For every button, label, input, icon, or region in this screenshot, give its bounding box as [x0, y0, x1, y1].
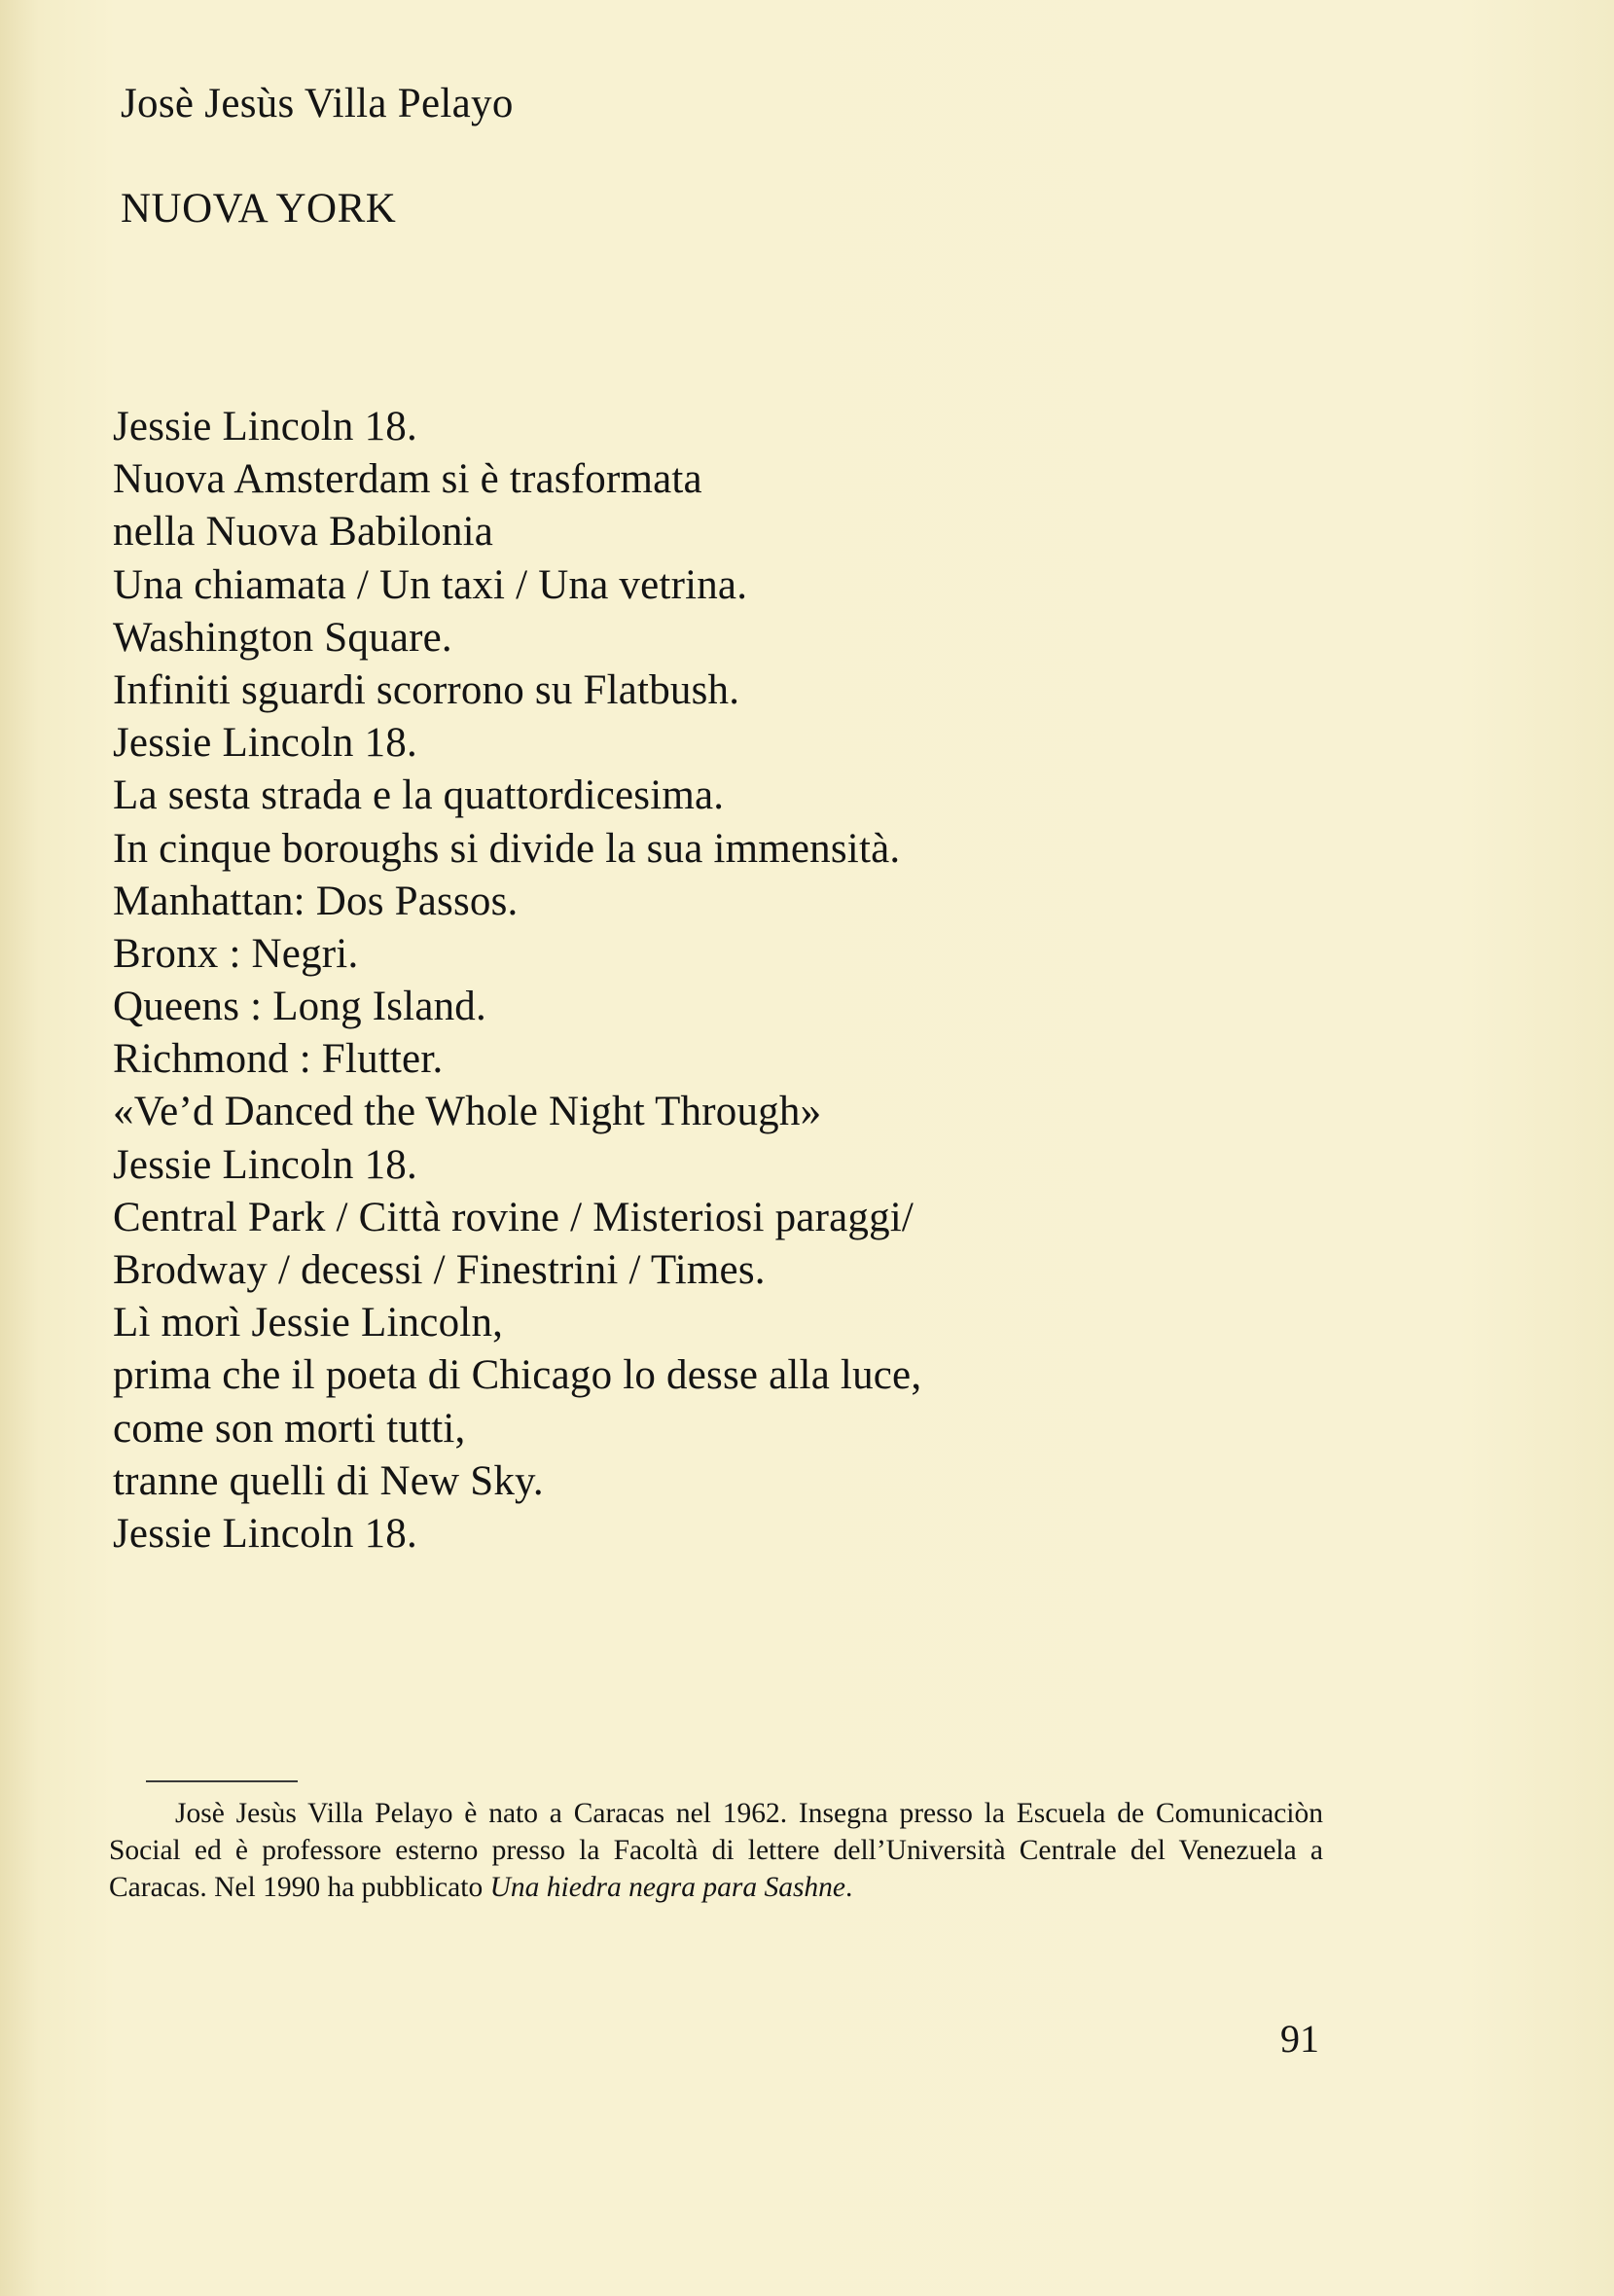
poem-line: Lì morì Jessie Lincoln,	[113, 1300, 504, 1346]
poem-line: Infiniti sguardi scorrono su Flatbush.	[113, 666, 740, 713]
poem-line: prima che il poeta di Chicago lo desse alla luce,	[113, 1352, 922, 1399]
poem-line: Jessie Lincoln 18.	[113, 1510, 417, 1557]
poem-line: Una chiamata / Un taxi / Una vetrina.	[113, 561, 748, 608]
poem-line: Manhattan: Dos Passos.	[113, 878, 519, 924]
poem-body	[113, 401, 921, 1561]
author-footnote	[109, 1795, 1323, 1906]
poem-line: Brodway / decessi / Finestrini / Times.	[113, 1247, 766, 1293]
footnote-divider	[146, 1780, 298, 1782]
poem-line: Queens : Long Island.	[113, 984, 486, 1030]
poem-line: Jessie Lincoln 18.	[113, 720, 417, 767]
footnote-book-title: Una hiedra negra para Sashne	[489, 1872, 846, 1903]
poem-line: Central Park / Città rovine / Misteriosi paraggi/	[113, 1194, 915, 1240]
poem-line: La sesta strada e la quattordicesima.	[113, 772, 725, 819]
footnote-text: Josè Jesùs Villa Pelayo è nato a Caracas nel 1962. Insegna presso la Escuela de Comunicaciòn Social ed è professore esterno presso la Facoltà di lettere dell’Università Centrale del Venezuela a Caracas. Nel 1990 ha pubblicato	[109, 1798, 1323, 1903]
poem-line: Richmond : Flutter.	[113, 1036, 444, 1083]
poem-line: Bronx : Negri.	[113, 930, 359, 977]
page-number: 91	[1280, 2017, 1319, 2061]
poem-line: nella Nuova Babilonia	[113, 509, 494, 556]
poem-line: Jessie Lincoln 18.	[113, 1141, 417, 1188]
poem-author: Josè Jesùs Villa Pelayo	[121, 81, 514, 126]
poem-line: Nuova Amsterdam si è trasformata	[113, 456, 702, 503]
poem-line: come son morti tutti,	[113, 1405, 466, 1452]
poem-line: tranne quelli di New Sky.	[113, 1457, 544, 1504]
poem-line: In cinque boroughs si divide la sua immensità.	[113, 825, 901, 872]
poem-line: Washington Square.	[113, 614, 452, 661]
poem-line: Jessie Lincoln 18.	[113, 404, 417, 449]
poem-line: «Ve’d Danced the Whole Night Through»	[113, 1089, 822, 1135]
footnote-end: .	[845, 1872, 853, 1903]
poem-title: NUOVA YORK	[121, 186, 397, 232]
